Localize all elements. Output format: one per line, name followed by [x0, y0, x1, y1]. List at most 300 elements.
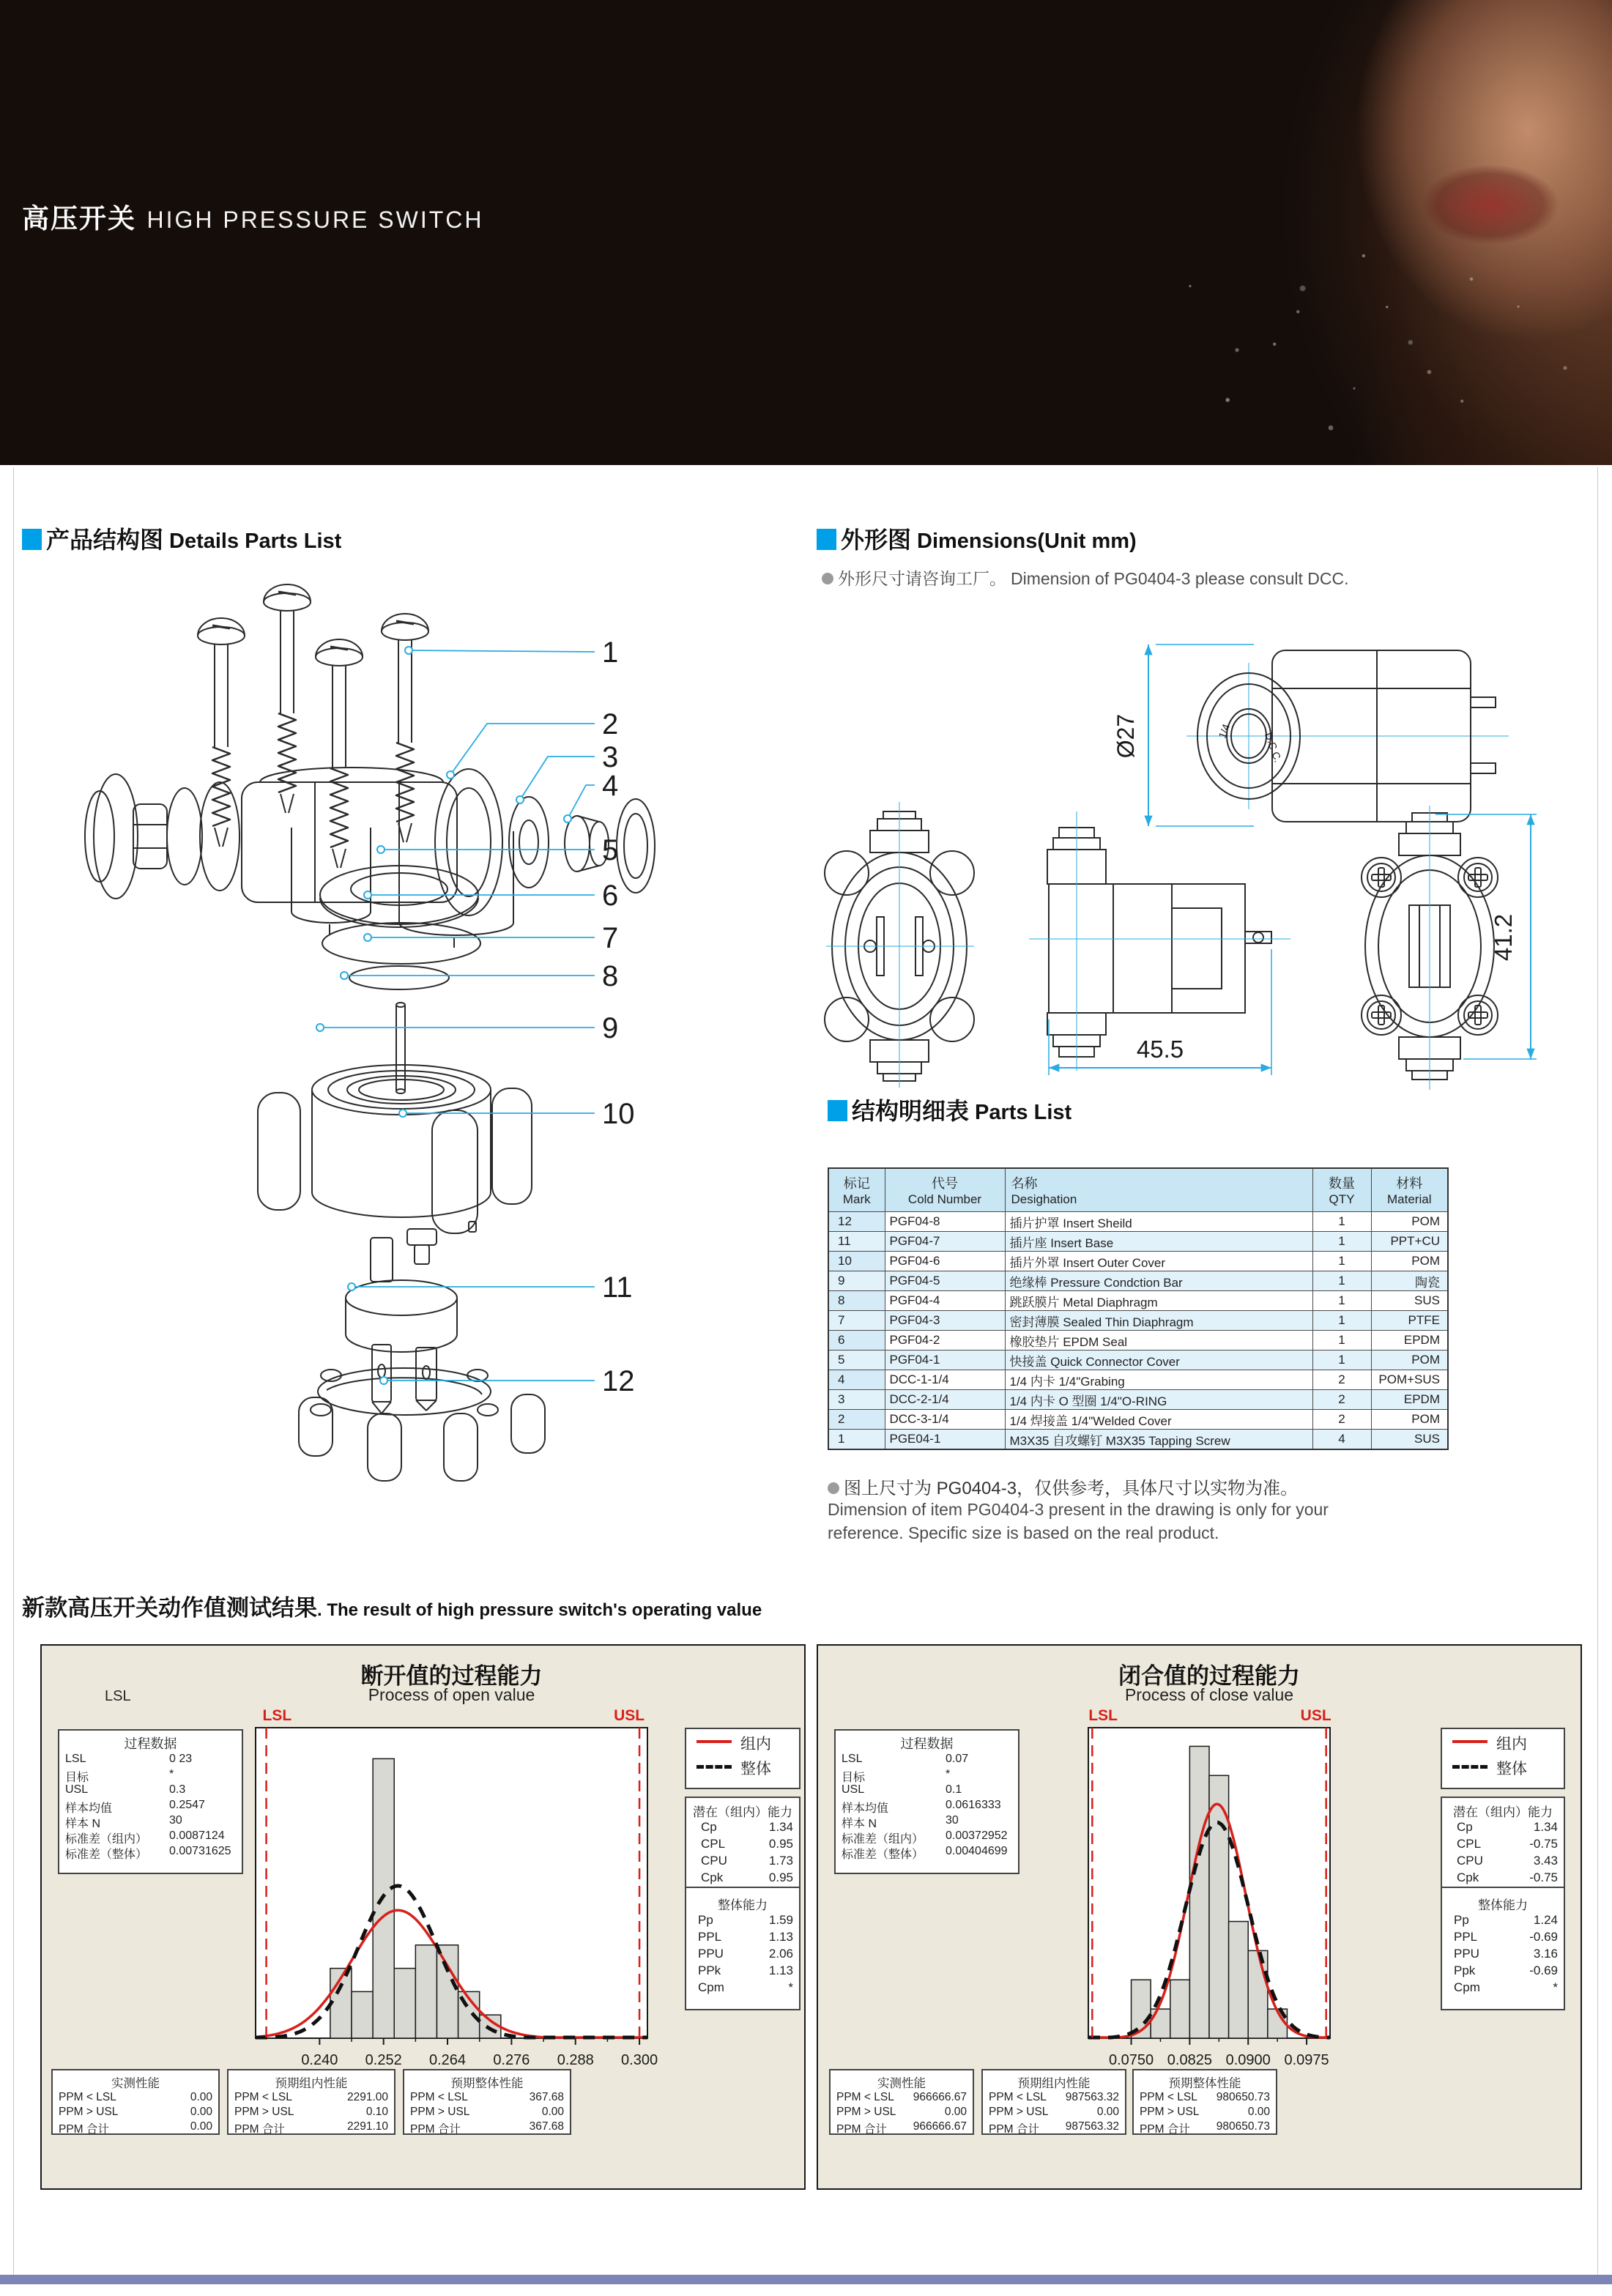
histogram-bar — [1132, 1980, 1151, 2038]
stat-label: PPM > USL — [234, 2106, 294, 2118]
table-header-row — [828, 1168, 1448, 1212]
table-cell-mark: 6 — [828, 1331, 885, 1351]
stat-value: -0.75 — [1529, 1870, 1558, 1884]
stat-label: 样本均值 — [842, 1802, 889, 1815]
stat-value: * — [169, 1768, 174, 1780]
performance-box-2-row — [404, 2106, 570, 2120]
chart-corner-label: LSL — [105, 1688, 131, 1704]
stat-value: 0.00731625 — [169, 1845, 231, 1857]
stat-value: 0.0616333 — [946, 1799, 1001, 1811]
dimensions-header-en: Dimensions(Unit mm) — [917, 530, 1137, 553]
table-row — [828, 1212, 1448, 1232]
stat-value: -0.75 — [1529, 1837, 1558, 1851]
capability-chart-open-value — [40, 1644, 806, 2190]
capability-chart-close-value — [817, 1644, 1582, 2190]
table-cell-code: DCC-2-1/4 — [885, 1390, 1005, 1410]
dimensions-header-zh: 外形图 — [841, 527, 912, 553]
stat-value: 0.10 — [365, 2106, 388, 2118]
table-cell-desig: 插片外罩 Insert Outer Cover — [1005, 1252, 1312, 1271]
table-row — [828, 1232, 1448, 1252]
spec-limit-label: LSL — [1088, 1707, 1118, 1724]
parts-list-header-zh: 结构明细表 — [852, 1098, 970, 1124]
table-cell-qty: 1 — [1312, 1311, 1371, 1331]
performance-box-2-title: 预期整体性能 — [1168, 2077, 1241, 2090]
stat-label: PPM 合计 — [410, 2123, 461, 2136]
stat-value: 1.34 — [1533, 1820, 1558, 1834]
face-marking-dcc: D.C.C. — [1262, 730, 1285, 764]
stat-value: 0.00 — [190, 2120, 212, 2133]
performance-box-1-title: 预期组内性能 — [1017, 2077, 1091, 2090]
table-cell-mark: 2 — [828, 1410, 885, 1430]
performance-box-0-row — [53, 2091, 218, 2106]
stat-label: CPU — [1457, 1854, 1483, 1868]
performance-box-2-row — [404, 2091, 570, 2106]
stat-value: 1.13 — [768, 1964, 793, 1977]
column-header-zh: 材料 — [1396, 1176, 1423, 1191]
performance-box-1 — [981, 2069, 1126, 2135]
part-number-label-5: 5 — [602, 834, 619, 866]
stat-label: 目标 — [65, 1772, 89, 1784]
stat-label: 标准差（组内） — [842, 1833, 924, 1846]
x-tick-label: 0.0750 — [1108, 2052, 1154, 2068]
process-data-box-row — [59, 1783, 242, 1799]
table-cell-mat: POM — [1371, 1252, 1448, 1271]
performance-box-1-row — [983, 2091, 1125, 2106]
process-data-box-row — [59, 1829, 242, 1845]
stat-label: 标准差（整体） — [842, 1849, 924, 1861]
table-cell-qty: 1 — [1312, 1331, 1371, 1351]
table-row — [828, 1252, 1448, 1271]
stat-label: PPM < LSL — [59, 2091, 116, 2103]
dimensions-note-en: Dimension of PG0404-3 please consult DCC. — [1011, 569, 1349, 588]
stat-value: 0.00372952 — [946, 1829, 1008, 1842]
table-cell-mark: 4 — [828, 1370, 885, 1390]
column-header-en: Material — [1387, 1192, 1432, 1206]
overall-capability-title: 整体能力 — [1478, 1898, 1528, 1912]
stat-label: Cpm — [698, 1980, 724, 1994]
stat-label: CPL — [701, 1837, 726, 1851]
table-cell-mark: 12 — [828, 1212, 885, 1232]
performance-box-0-title: 实测性能 — [111, 2077, 160, 2090]
legend-label: 组内 — [740, 1736, 771, 1753]
table-cell-mat: POM+SUS — [1371, 1370, 1448, 1390]
table-cell-mark: 8 — [828, 1291, 885, 1311]
table-cell-code: PGF04-6 — [885, 1252, 1005, 1271]
stat-label: 样本均值 — [65, 1802, 113, 1815]
stat-value: 987563.32 — [1065, 2091, 1119, 2103]
part-number-label-6: 6 — [602, 880, 619, 912]
process-data-box-row — [836, 1753, 1018, 1768]
stat-label: PPM > USL — [410, 2106, 470, 2118]
column-header-en: QTY — [1329, 1192, 1355, 1206]
table-cell-qty: 2 — [1312, 1390, 1371, 1410]
dim-label-diameter: Ø27 — [1113, 713, 1139, 759]
column-header-cold-number — [885, 1168, 1005, 1212]
table-cell-desig: 橡胶垫片 EPDM Seal — [1005, 1331, 1312, 1351]
table-row — [828, 1311, 1448, 1331]
stat-value: 0.00 — [944, 2106, 967, 2118]
table-cell-qty: 1 — [1312, 1212, 1371, 1232]
stat-label: PPM 合计 — [836, 2123, 887, 2136]
process-data-box-row — [59, 1799, 242, 1814]
table-cell-mark: 9 — [828, 1271, 885, 1291]
section-header-parts-list — [828, 1093, 1071, 1126]
performance-box-1-row — [983, 2120, 1125, 2135]
overall-capability-row — [686, 1913, 799, 1930]
stat-label: Cpm — [1454, 1980, 1480, 1994]
performance-box-0-row — [831, 2091, 973, 2106]
parts-list-footnote-en1: Dimension of item PG0404-3 present in the drawing is only for your — [828, 1500, 1329, 1519]
table-cell-mat: PTFE — [1371, 1311, 1448, 1331]
column-header-zh: 代号 — [932, 1176, 958, 1191]
stat-value: 2.06 — [768, 1947, 793, 1961]
within-capability-title: 潜在（组内）能力 — [693, 1805, 792, 1819]
histogram-bar — [1151, 2009, 1170, 2038]
stat-label: PPL — [1454, 1930, 1478, 1944]
table-cell-desig: 1/4 内卡 1/4"Grabing — [1005, 1370, 1312, 1390]
overall-capability-row — [1442, 1913, 1564, 1930]
performance-box-0-row — [831, 2120, 973, 2135]
table-cell-code: PGF04-5 — [885, 1271, 1005, 1291]
legend-swatch-within — [697, 1740, 732, 1743]
column-header-zh: 标记 — [843, 1176, 870, 1191]
footer-bar — [0, 2275, 1612, 2284]
table-cell-code: DCC-1-1/4 — [885, 1370, 1005, 1390]
part-number-label-1: 1 — [602, 636, 619, 669]
stat-label: PPM < LSL — [989, 2091, 1047, 2103]
stat-value: 1.24 — [1533, 1913, 1558, 1927]
stat-value: 30 — [946, 1814, 959, 1827]
stat-label: Cp — [1457, 1820, 1473, 1834]
within-capability-row — [1442, 1870, 1564, 1887]
performance-box-1 — [227, 2069, 395, 2135]
stat-value: 0.2547 — [169, 1799, 205, 1811]
within-capability-row — [686, 1837, 799, 1854]
table-row — [828, 1410, 1448, 1430]
table-cell-qty: 1 — [1312, 1232, 1371, 1252]
performance-box-2-title: 预期整体性能 — [450, 2077, 524, 2090]
stat-value: 0.07 — [946, 1753, 969, 1765]
stat-value: 987563.32 — [1065, 2120, 1119, 2133]
gray-bullet-icon — [828, 1482, 839, 1494]
table-cell-code: PGE04-1 — [885, 1430, 1005, 1450]
histogram-bar — [1229, 1922, 1249, 2038]
histogram-bar — [480, 2015, 501, 2038]
stat-label: PPM 合计 — [989, 2123, 1039, 2136]
dim-label-width: 45.5 — [1136, 1036, 1184, 1063]
stat-value: 2291.00 — [346, 2091, 388, 2103]
footnote-zh-text: 图上尺寸为 PG0404-3，仅供参考，具体尺寸以实物为准。 — [844, 1479, 1299, 1498]
x-tick-label: 0.0900 — [1225, 2052, 1271, 2068]
table-row — [828, 1430, 1448, 1450]
stat-value: 367.68 — [529, 2091, 564, 2103]
table-cell-mark: 7 — [828, 1311, 885, 1331]
table-cell-desig: 1/4 内卡 O 型圈 1/4"O-RING — [1005, 1390, 1312, 1410]
table-cell-qty: 2 — [1312, 1370, 1371, 1390]
stat-label: 标准差（组内） — [65, 1833, 148, 1846]
process-data-box-row — [836, 1814, 1018, 1829]
stat-label: PPM > USL — [989, 2106, 1049, 2118]
blue-square-icon — [828, 1100, 847, 1121]
stat-value: 0.95 — [768, 1870, 793, 1884]
table-cell-desig: 跳跃膜片 Metal Diaphragm — [1005, 1291, 1312, 1311]
legend-row — [686, 1754, 799, 1779]
within-capability-row — [686, 1854, 799, 1870]
stat-value: 3.43 — [1533, 1854, 1558, 1868]
parts-diagram-header-zh: 产品结构图 — [46, 527, 164, 553]
stat-value: 1.34 — [768, 1820, 793, 1834]
performance-box-1-title: 预期组内性能 — [275, 2077, 348, 2090]
stat-value: 2291.10 — [346, 2120, 388, 2133]
overall-capability-row — [686, 1930, 799, 1947]
table-row — [828, 1331, 1448, 1351]
table-cell-mark: 11 — [828, 1232, 885, 1252]
stat-value: 3.16 — [1533, 1947, 1558, 1961]
histogram-bar — [458, 1991, 480, 2038]
legend-swatch-overall — [1452, 1765, 1487, 1769]
stat-value: 367.68 — [529, 2120, 564, 2133]
performance-box-0-row — [831, 2106, 973, 2120]
stat-value: 0.00 — [541, 2106, 564, 2118]
performance-box-2-row — [1134, 2106, 1276, 2120]
stat-label: PPM 合计 — [1140, 2123, 1190, 2136]
table-cell-mark: 3 — [828, 1390, 885, 1410]
column-header-zh: 数量 — [1329, 1176, 1355, 1191]
page-title-en: HIGH PRESSURE SWITCH — [146, 207, 484, 233]
part-number-label-9: 9 — [602, 1012, 619, 1044]
overall-capability-row — [1442, 1930, 1564, 1947]
part-number-label-8: 8 — [602, 960, 619, 992]
overall-capability-row — [686, 1947, 799, 1964]
table-cell-desig: 1/4 焊接盖 1/4"Welded Cover — [1005, 1410, 1312, 1430]
part-number-label-4: 4 — [602, 770, 619, 802]
stat-value: 980650.73 — [1216, 2120, 1270, 2133]
results-title-en: . The result of high pressure switch's operating value — [317, 1600, 762, 1620]
stat-label: 目标 — [842, 1772, 866, 1784]
performance-box-1-row — [229, 2120, 394, 2135]
table-cell-code: PGF04-2 — [885, 1331, 1005, 1351]
within-capability-row — [686, 1820, 799, 1837]
within-curve — [256, 1910, 647, 2037]
stat-label: PPM 合计 — [234, 2123, 285, 2136]
part-number-label-2: 2 — [602, 708, 619, 740]
legend-row — [1442, 1729, 1564, 1754]
table-cell-code: PGF04-1 — [885, 1351, 1005, 1370]
table-cell-mat: POM — [1371, 1212, 1448, 1232]
spec-limit-label: USL — [1300, 1707, 1331, 1724]
stat-value: 0.1 — [946, 1783, 962, 1796]
performance-box-0-row — [53, 2106, 218, 2120]
part-number-label-10: 10 — [602, 1098, 635, 1130]
process-data-box-row — [836, 1768, 1018, 1783]
table-cell-desig: 插片护罩 Insert Sheild — [1005, 1212, 1312, 1232]
spec-limit-label: USL — [614, 1707, 645, 1724]
stat-value: 0.0087124 — [169, 1829, 225, 1842]
stat-label: Ppk — [1454, 1964, 1476, 1977]
column-header-material — [1371, 1168, 1448, 1212]
process-data-box-row — [59, 1845, 242, 1860]
performance-box-1-row — [983, 2106, 1125, 2120]
legend-box — [685, 1728, 801, 1789]
process-data-box-row — [59, 1768, 242, 1783]
stat-value: 1.59 — [768, 1913, 793, 1927]
stat-label: Pp — [698, 1913, 713, 1927]
stat-value: 0 23 — [169, 1753, 193, 1765]
stat-label: USL — [65, 1783, 89, 1796]
column-header-en: Cold Number — [907, 1192, 982, 1206]
capability-separator — [686, 1887, 799, 1888]
parts-list-table — [828, 1167, 1449, 1450]
table-cell-mat: EPDM — [1371, 1390, 1448, 1410]
chart-title-en: Process of close value — [1124, 1685, 1294, 1704]
table-cell-desig: M3X35 自攻螺钉 M3X35 Tapping Screw — [1005, 1430, 1312, 1450]
column-header-qty — [1312, 1168, 1371, 1212]
stat-value: 1.73 — [768, 1854, 793, 1868]
table-cell-desig: 插片座 Insert Base — [1005, 1232, 1312, 1252]
x-tick-label: 0.0825 — [1167, 2052, 1212, 2068]
table-cell-qty: 1 — [1312, 1351, 1371, 1370]
overall-capability-row — [1442, 1980, 1564, 1997]
capability-box — [1441, 1797, 1565, 2010]
within-capability-row — [1442, 1837, 1564, 1854]
overall-curve — [1088, 1822, 1330, 2037]
histogram-bar — [352, 1991, 373, 2038]
table-cell-mark: 5 — [828, 1351, 885, 1370]
table-cell-mat: POM — [1371, 1410, 1448, 1430]
chart-title-en: Process of open value — [368, 1685, 535, 1704]
results-title — [22, 1589, 762, 1622]
capability-box — [685, 1797, 801, 2010]
stat-label: PPM > USL — [836, 2106, 896, 2118]
legend-swatch-overall — [697, 1765, 732, 1769]
performance-box-2 — [403, 2069, 571, 2135]
within-capability-row — [1442, 1854, 1564, 1870]
stat-label: LSL — [65, 1753, 86, 1765]
stat-label: 标准差（整体） — [65, 1849, 148, 1861]
legend-box — [1441, 1728, 1565, 1789]
stat-label: PPU — [698, 1947, 724, 1961]
performance-box-0-title: 实测性能 — [877, 2077, 926, 2090]
process-data-box-title: 过程数据 — [900, 1736, 954, 1751]
performance-box-2-row — [1134, 2120, 1276, 2135]
stat-label: Cp — [701, 1820, 717, 1834]
process-data-box — [834, 1729, 1019, 1874]
table-cell-mark: 10 — [828, 1252, 885, 1271]
stat-label: PPM < LSL — [836, 2091, 894, 2103]
performance-box-0 — [829, 2069, 974, 2135]
histogram-bar — [1189, 1746, 1209, 2038]
overall-capability-row — [686, 1980, 799, 1997]
stat-label: PPM > USL — [1140, 2106, 1200, 2118]
histogram-bar — [1248, 1950, 1268, 2038]
table-cell-mat: EPDM — [1371, 1331, 1448, 1351]
dimensions-note-zh: 外形尺寸请咨询工厂。 — [838, 569, 1006, 588]
x-tick-label: 0.252 — [365, 2052, 402, 2068]
table-cell-mat: POM — [1371, 1351, 1448, 1370]
stat-label: Cpk — [1457, 1870, 1479, 1884]
stat-value: 0.3 — [169, 1783, 186, 1796]
process-data-box-row — [836, 1783, 1018, 1799]
table-cell-qty: 1 — [1312, 1252, 1371, 1271]
table-cell-code: PGF04-3 — [885, 1311, 1005, 1331]
performance-box-0-row — [53, 2120, 218, 2135]
table-cell-qty: 4 — [1312, 1430, 1371, 1450]
capability-separator — [1442, 1887, 1564, 1888]
histogram-bar — [437, 1945, 458, 2038]
performance-box-1-row — [229, 2106, 394, 2120]
process-data-box-row — [836, 1799, 1018, 1814]
part-number-label-11: 11 — [602, 1271, 633, 1304]
table-row — [828, 1370, 1448, 1390]
table-cell-desig: 绝缘棒 Pressure Condction Bar — [1005, 1271, 1312, 1291]
stat-value: 0.00 — [1096, 2106, 1119, 2118]
x-tick-label: 0.288 — [557, 2052, 594, 2068]
parts-diagram-header-en: Details Parts List — [169, 530, 342, 553]
stat-value: 0.95 — [768, 1837, 793, 1851]
column-header-mark — [828, 1168, 885, 1212]
process-data-box-title: 过程数据 — [124, 1736, 177, 1751]
stat-label: PPM > USL — [59, 2106, 119, 2118]
legend-label: 组内 — [1496, 1736, 1527, 1753]
stat-value: 0.00 — [1247, 2106, 1270, 2118]
x-tick-label: 0.264 — [429, 2052, 467, 2068]
table-cell-mat: 陶瓷 — [1371, 1271, 1448, 1291]
within-capability-row — [1442, 1820, 1564, 1837]
stat-label: PPk — [698, 1964, 721, 1977]
parts-list-footnote-en2: reference. Specific size is based on the real product. — [828, 1523, 1219, 1542]
process-data-box — [58, 1729, 243, 1874]
part-number-label-7: 7 — [602, 922, 619, 954]
histogram-bar — [373, 1758, 394, 2038]
stat-label: CPU — [701, 1854, 727, 1868]
stat-value: 966666.67 — [913, 2091, 967, 2103]
overall-capability-row — [1442, 1964, 1564, 1980]
spec-limit-label: LSL — [262, 1707, 292, 1724]
table-row — [828, 1351, 1448, 1370]
part-number-label-3: 3 — [602, 741, 619, 773]
process-data-box-row — [836, 1829, 1018, 1845]
legend-row — [1442, 1754, 1564, 1779]
stat-label: PPM < LSL — [1140, 2091, 1197, 2103]
overall-capability-row — [686, 1964, 799, 1980]
stat-value: 966666.67 — [913, 2120, 967, 2133]
stat-value: 1.13 — [768, 1930, 793, 1944]
stat-label: 样本 N — [842, 1818, 877, 1830]
stat-label: USL — [842, 1783, 865, 1796]
within-curve — [1088, 1804, 1330, 2037]
stat-value: * — [946, 1768, 951, 1780]
stat-label: PPM < LSL — [234, 2091, 292, 2103]
column-header-en: Mark — [842, 1192, 871, 1206]
table-cell-mat: PPT+CU — [1371, 1232, 1448, 1252]
x-tick-label: 0.0975 — [1284, 2052, 1329, 2068]
overall-capability-row — [1442, 1947, 1564, 1964]
stat-value: -0.69 — [1529, 1930, 1558, 1944]
table-cell-mat: SUS — [1371, 1430, 1448, 1450]
stat-label: PPL — [698, 1930, 722, 1944]
stat-value: * — [788, 1980, 793, 1994]
table-cell-mark: 1 — [828, 1430, 885, 1450]
x-tick-label: 0.276 — [493, 2052, 530, 2068]
table-cell-desig: 密封薄膜 Sealed Thin Diaphragm — [1005, 1311, 1312, 1331]
stat-value: * — [1553, 1980, 1558, 1994]
histogram-bar — [1268, 2009, 1288, 2038]
histogram-bar — [394, 1969, 415, 2038]
table-cell-code: PGF04-4 — [885, 1291, 1005, 1311]
face-marking-quarter: 1/4 — [1216, 722, 1233, 740]
stat-value: 0.00404699 — [946, 1845, 1008, 1857]
column-header-zh: 名称 — [1011, 1176, 1038, 1191]
